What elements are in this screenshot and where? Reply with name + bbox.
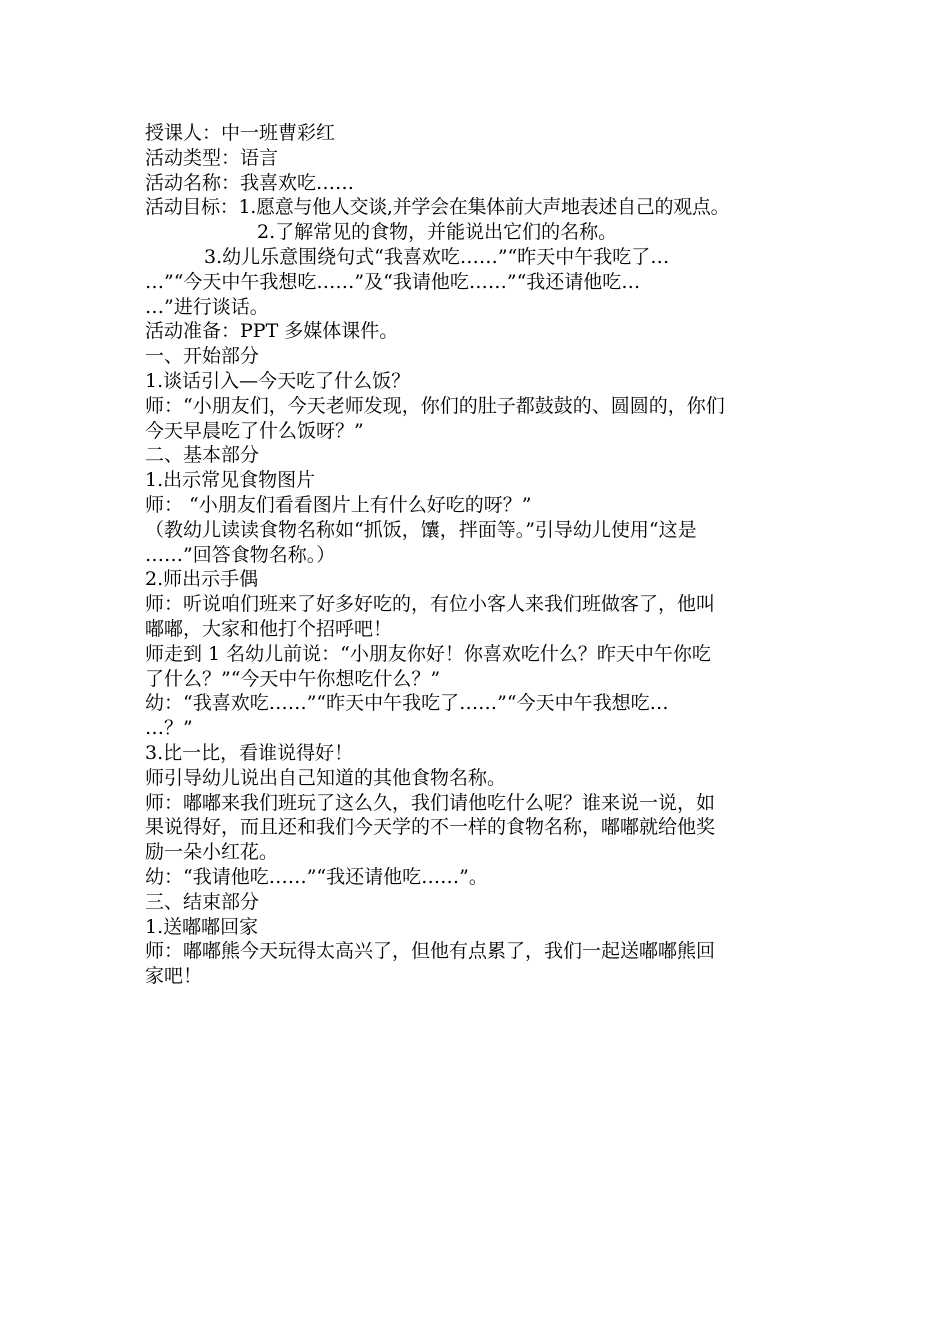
basic-child-line-3: 幼：“我请他吃……”“我还请他吃……”。	[145, 865, 488, 888]
start-teacher-line-2: 今天早晨吃了什么饭呀？”	[145, 419, 364, 442]
end-teacher-line-1: 师：嘟嘟熊今天玩得太高兴了，但他有点累了，我们一起送嘟嘟熊回	[145, 940, 716, 963]
basic-teacher-line-9: 励一朵小红花。	[145, 841, 279, 864]
basic-teacher-line-4: 师走到 1 名幼儿前说：“小朋友你好！你喜欢吃什么？昨天中午你吃	[145, 642, 711, 665]
basic-step-2: 2.师出示手偶	[145, 568, 259, 591]
section-heading-start: 一、开始部分	[145, 345, 260, 368]
activity-goal-line-3-cont-1: …”“今天中午我想吃……”及“我请他吃……”“我还请他吃…	[145, 270, 641, 293]
basic-teacher-line-1: 师： “小朋友们看看图片上有什么好吃的呀？”	[145, 493, 532, 516]
basic-teacher-line-7: 师：嘟嘟来我们班玩了这么久，我们请他吃什么呢？谁来说一说，如	[145, 791, 716, 814]
basic-step-1: 1.出示常见食物图片	[145, 469, 316, 492]
basic-teacher-line-2: 师：听说咱们班来了好多好吃的，有位小客人来我们班做客了，他叫	[145, 593, 716, 616]
basic-teacher-line-6: 师引导幼儿说出自己知道的其他食物名称。	[145, 766, 507, 789]
start-step-1: 1.谈话引入—今天吃了什么饭？	[145, 369, 411, 392]
basic-note-line-1: （教幼儿读读食物名称如“抓饭，馕，拌面等。”引导幼儿使用“这是	[145, 518, 697, 541]
activity-preparation-line: 活动准备：PPT 多媒体课件。	[145, 320, 399, 343]
basic-note-line-2: ……”回答食物名称。）	[145, 543, 336, 566]
section-heading-basic: 二、基本部分	[145, 444, 260, 467]
activity-type-line: 活动类型：语言	[145, 146, 279, 169]
teacher-line: 授课人：中一班曹彩红	[145, 122, 336, 144]
activity-goal-line-1: 活动目标：1.愿意与他人交谈,并学会在集体前大声地表述自己的观点。	[145, 196, 730, 219]
basic-step-3: 3.比一比，看谁说得好！	[145, 741, 354, 764]
end-step-1: 1.送嘟嘟回家	[145, 915, 259, 938]
basic-teacher-line-8: 果说得好，而且还和我们今天学的不一样的食物名称，嘟嘟就给他奖	[145, 816, 716, 839]
start-teacher-line-1: 师：“小朋友们，今天老师发现，你们的肚子都鼓鼓的、圆圆的，你们	[145, 394, 725, 417]
activity-goal-line-3-cont-2: …”进行谈话。	[145, 295, 269, 318]
end-teacher-line-2: 家吧！	[145, 965, 203, 988]
activity-name-line: 活动名称：我喜欢吃……	[145, 171, 355, 194]
document-body	[145, 121, 810, 989]
activity-goal-line-2: 2.了解常见的食物，并能说出它们的名称。	[257, 221, 618, 244]
basic-child-line-1: 幼：“我喜欢吃……”“昨天中午我吃了……”“今天中午我想吃…	[145, 692, 669, 715]
basic-teacher-line-3: 嘟嘟，大家和他打个招呼吧！	[145, 617, 393, 640]
basic-child-line-2: …？”	[145, 717, 193, 740]
basic-teacher-line-5: 了什么？”“今天中午你想吃什么？”	[145, 667, 441, 690]
activity-goal-line-3: 3.幼儿乐意围绕句式“我喜欢吃……”“昨天中午我吃了…	[204, 245, 670, 268]
section-heading-end: 三、结束部分	[145, 890, 260, 913]
